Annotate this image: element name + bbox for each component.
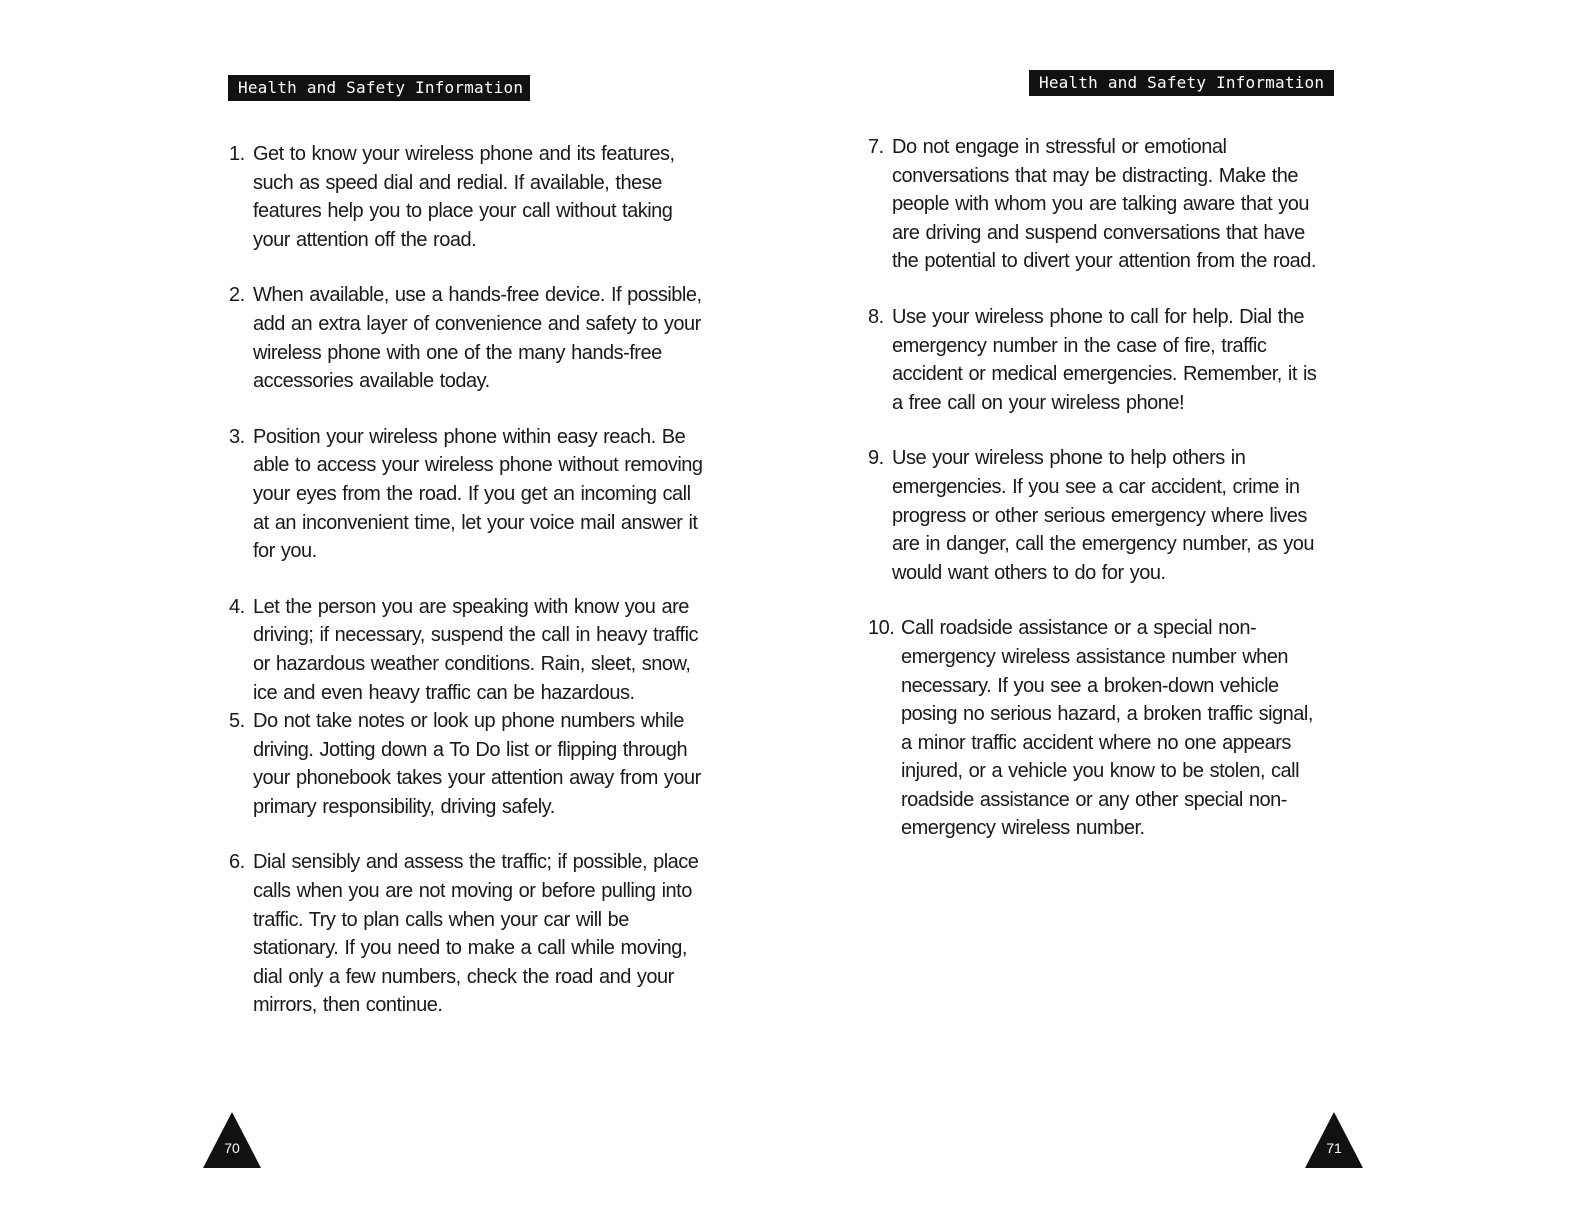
- item-number: 3.: [229, 425, 245, 448]
- page-number: 70: [224, 1140, 240, 1156]
- item-text: Call roadside assistance or a special non-emergency wireless assistance number when necessary. If you see a broken-down vehicle posing no serious hazard, a broken traffic signal, a minor traffic accident where no one appears injured, or a vehicle you know to be stolen, call roadside assistance or any other special non-emergency wireless number.: [901, 617, 1313, 840]
- list-item: [229, 281, 704, 395]
- list-item: [229, 848, 704, 1020]
- item-text: Get to know your wireless phone and its features, such as speed dial and redial. If available, these features help you to place your call without taking your attention off the road.: [253, 143, 675, 251]
- section-header: Health and Safety Information: [228, 75, 530, 101]
- page-number: 71: [1326, 1140, 1342, 1156]
- item-number: 10.: [868, 617, 895, 640]
- right-page: [789, 0, 1578, 1221]
- list-item: [868, 614, 1328, 843]
- list-item: [229, 140, 704, 254]
- item-number: 9.: [868, 447, 884, 470]
- safety-tips-list: [868, 133, 1328, 870]
- item-text: Let the person you are speaking with know you are driving; if necessary, suspend the call in heavy traffic or hazardous weather conditions. Rain, sleet, snow, ice and even heavy traffic can be hazardous.: [253, 595, 699, 704]
- item-number: 5.: [229, 710, 245, 733]
- item-text: Do not engage in stressful or emotional conversations that may be distracting. Make the people with whom you are talking aware that you are driving and suspend conversations that have the potential to divert your attention from the road.: [892, 136, 1316, 273]
- item-text: Use your wireless phone to help others in emergencies. If you see a car accident, crime in progress or other serious emergency where lives are in danger, call the emergency number, as you would want others to do for you.: [892, 447, 1315, 584]
- item-text: Use your wireless phone to call for help. Dial the emergency number in the case of fire, traffic accident or medical emergencies. Remember, it is a free call on your wireless phone!: [892, 305, 1317, 414]
- item-text: Do not take notes or look up phone numbers while driving. Jotting down a To Do list or flipping through your phonebook takes your attention away from your primary responsibility, driving safely.: [253, 710, 701, 818]
- list-item: [229, 593, 704, 707]
- list-item: [229, 423, 704, 566]
- item-number: 4.: [229, 595, 245, 618]
- section-header: Health and Safety Information: [1029, 70, 1334, 96]
- item-text: Position your wireless phone within easy reach. Be able to access your wireless phone without removing your eyes from the road. If you get an incoming call at an inconvenient time, let your voice mail answer it for you.: [253, 425, 703, 563]
- list-item: [868, 444, 1328, 587]
- item-text: Dial sensibly and assess the traffic; if possible, place calls when you are not moving or before pulling into traffic. Try to plan calls when your car will be stationary. If you need to make a call while moving, dial only a few numbers, check the road and your mirrors, then continue.: [253, 851, 699, 1017]
- safety-tips-list: [229, 140, 704, 1047]
- list-item: [868, 133, 1328, 276]
- item-number: 6.: [229, 851, 245, 874]
- item-number: 1.: [229, 143, 245, 165]
- item-number: 2.: [229, 284, 245, 307]
- item-number: 7.: [868, 136, 884, 158]
- list-item: [868, 303, 1328, 417]
- item-number: 8.: [868, 305, 884, 328]
- list-item: [229, 707, 704, 821]
- item-text: When available, use a hands-free device. If possible, add an extra layer of convenience and safety to your wireless phone with one of the many hands-free accessories available today.: [253, 284, 702, 393]
